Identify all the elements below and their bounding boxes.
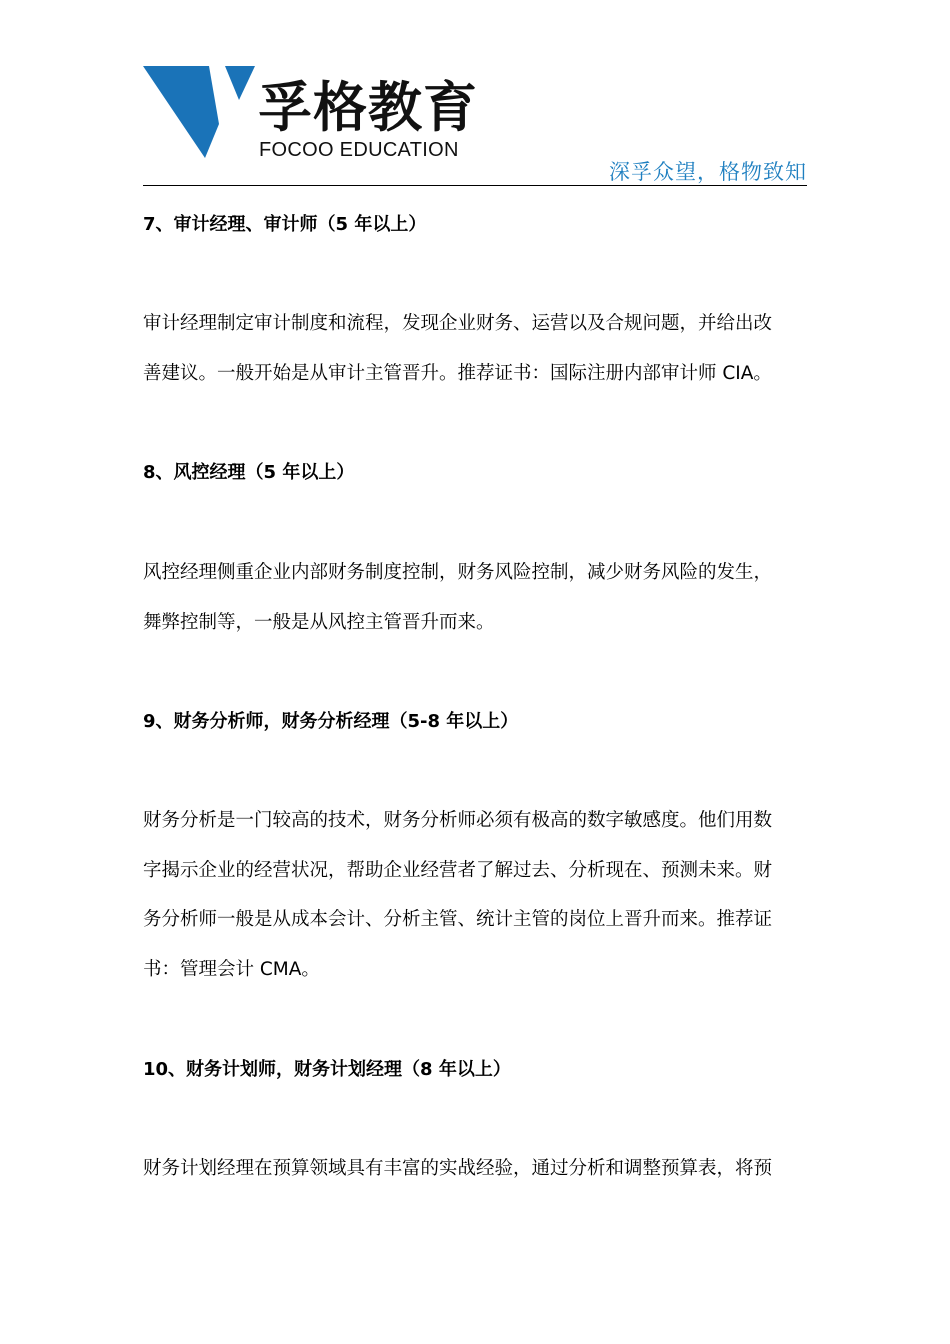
paragraph-line: 财务分析是一门较高的技术，财务分析师必须有极高的数字敏感度。他们用数 [143, 810, 773, 831]
section-paragraph [143, 299, 807, 398]
paragraph-line: 书：管理会计 CMA。 [143, 958, 320, 980]
section-heading: 9、财务分析师，财务分析经理（5-8 年以上） [143, 711, 519, 732]
logo-chinese-name: 孚格教育 [258, 76, 478, 139]
paragraph-line: 善建议。一般开始是从审计主管晋升。推荐证书：国际注册内部审计师 CIA。 [143, 362, 772, 384]
slogan: 深孚众望，格物致知 [609, 160, 807, 184]
section-paragraph [143, 796, 807, 994]
paragraph-line: 务分析师一般是从成本会计、分析主管、统计主管的岗位上晋升而来。推荐证 [143, 909, 773, 930]
header-divider [143, 185, 807, 186]
paragraph-line: 风控经理侧重企业内部财务制度控制，财务风险控制，减少财务风险的发生， [143, 562, 773, 583]
paragraph-line: 字揭示企业的经营状况，帮助企业经营者了解过去、分析现在、预测未来。财 [143, 859, 773, 881]
focoo-logo-icon [143, 66, 255, 158]
section-paragraph [143, 548, 807, 647]
section-heading: 10、财务计划师，财务计划经理（8 年以上） [143, 1059, 511, 1080]
paragraph-line: 舞弊控制等，一般是从风控主管晋升而来。 [143, 611, 495, 633]
page-header [0, 0, 950, 190]
paragraph-line: 审计经理制定审计制度和流程，发现企业财务、运营以及合规问题，并给出改 [143, 313, 773, 334]
logo-english-name: FOCOO EDUCATION [259, 139, 459, 161]
section-paragraph [143, 1144, 807, 1194]
paragraph-line: 财务计划经理在预算领域具有丰富的实战经验，通过分析和调整预算表，将预 [143, 1158, 773, 1179]
section-heading: 8、风控经理（5 年以上） [143, 462, 355, 483]
section-heading: 7、审计经理、审计师（5 年以上） [143, 214, 427, 235]
